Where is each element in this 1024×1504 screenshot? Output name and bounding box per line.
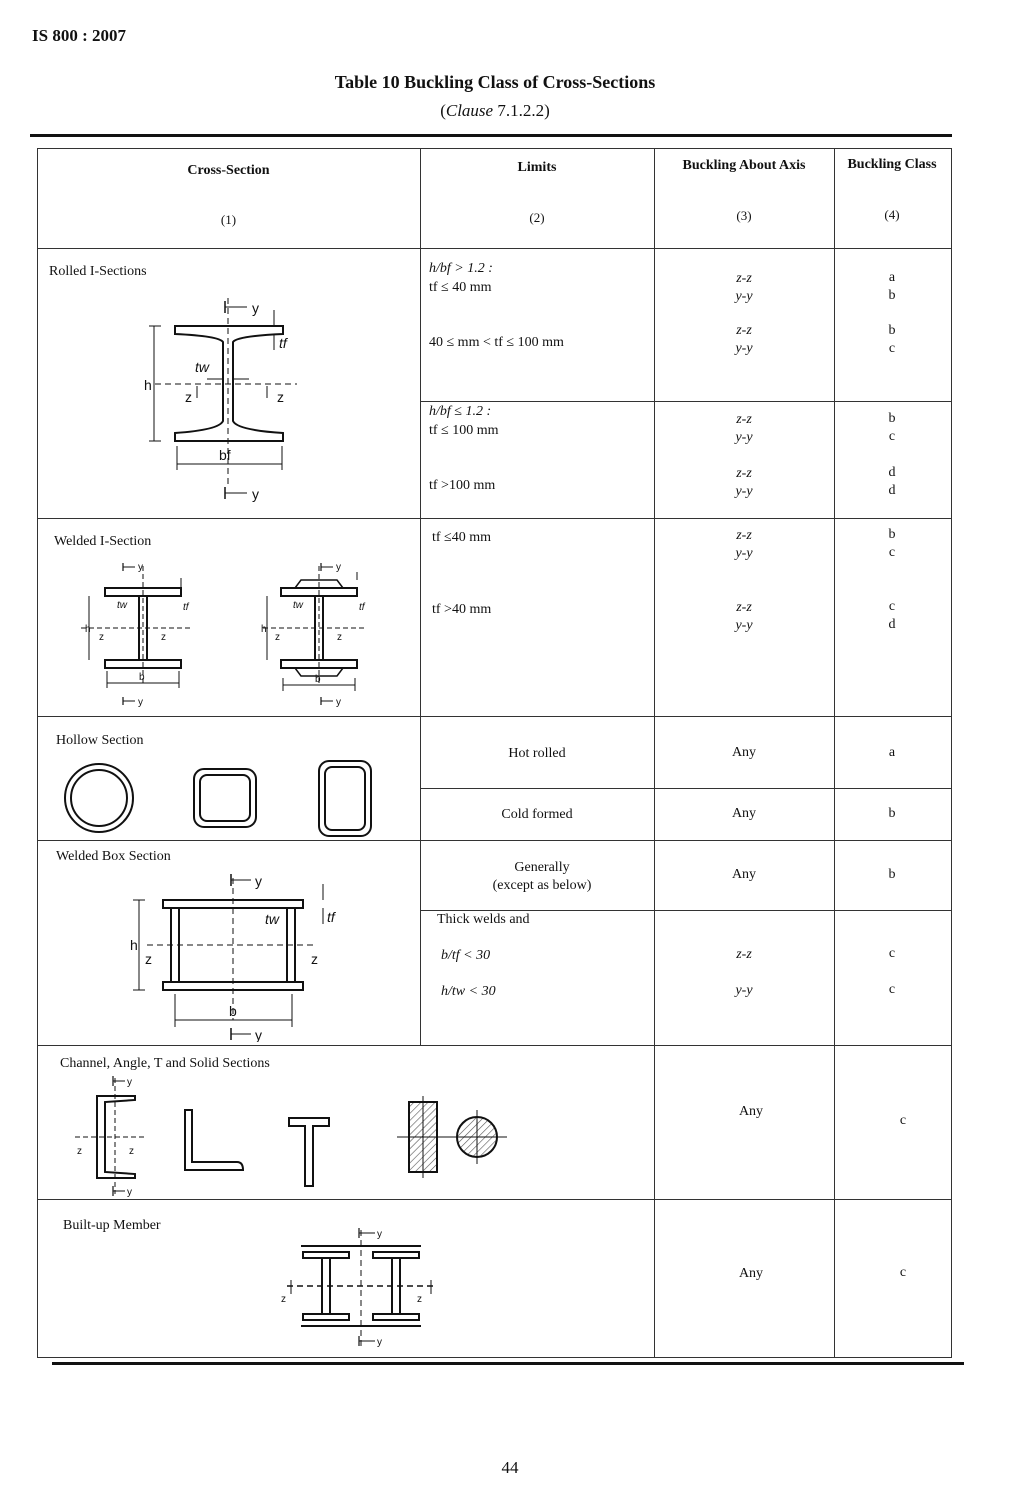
hollow-hot-class: a: [888, 745, 896, 760]
table-border-right: [951, 148, 952, 1358]
label-y: y: [127, 1187, 132, 1198]
welded-section-name: Welded I-Section: [54, 534, 152, 549]
axis-label: y-y: [735, 484, 753, 499]
col-number-3: (3): [736, 208, 752, 223]
class-label: c: [888, 599, 896, 614]
table-border-top: [37, 148, 952, 149]
axis-label: z-z: [736, 947, 752, 962]
class-label: c: [888, 545, 896, 560]
axis-label: z-z: [736, 412, 752, 427]
row-divider-box: [37, 1045, 952, 1046]
box-except: (except as below): [492, 878, 592, 893]
label-tw: tw: [195, 359, 209, 375]
builtup-section-name: Built-up Member: [63, 1218, 161, 1233]
rolled-limit-ratio-le: h/bf ≤ 1.2 :: [429, 404, 492, 419]
axis-label: y-y: [735, 546, 753, 561]
axis-label: z-z: [736, 600, 752, 615]
label-y: y: [252, 300, 259, 316]
row-divider-header: [37, 248, 952, 249]
label-y: y: [255, 873, 262, 889]
label-y: y: [377, 1337, 382, 1348]
welded-limit-tf-40: tf ≤40 mm: [432, 530, 492, 545]
class-label: c: [888, 341, 896, 356]
label-tw: tw: [293, 600, 303, 611]
box-generally: Generally: [514, 860, 570, 875]
clause-number: 7.1.2.2: [497, 101, 545, 120]
box-general-class: b: [888, 867, 896, 882]
label-z: z: [129, 1146, 134, 1157]
label-tf: tf: [327, 909, 335, 925]
table-border-bottom: [37, 1357, 952, 1358]
rolled-i-section-diagram: [137, 288, 337, 503]
label-b: b: [139, 672, 145, 683]
label-z: z: [277, 389, 284, 405]
label-y: y: [252, 486, 259, 502]
built-up-member-diagram: [277, 1224, 447, 1354]
col-number-1: (1): [220, 212, 237, 227]
label-tw: tw: [117, 600, 127, 611]
label-h: h: [85, 624, 91, 635]
welded-limit-tf-gt-40: tf >40 mm: [432, 602, 492, 617]
label-y: y: [138, 697, 143, 708]
label-z: z: [275, 632, 280, 643]
box-limit-h-tw: h/tw < 30: [441, 984, 496, 999]
box-section-name: Welded Box Section: [56, 849, 171, 864]
rolled-limit-tf-gt-100: tf >100 mm: [429, 478, 496, 493]
hollow-cold-class: b: [888, 806, 896, 821]
top-rule: [30, 134, 952, 137]
label-b: b: [229, 1003, 237, 1019]
hollow-cold-formed: Cold formed: [501, 807, 573, 822]
col-header-axis: Buckling About Axis: [682, 158, 806, 173]
channel-angle-t-solid-diagram: [67, 1074, 527, 1199]
rolled-limit-tf-40: tf ≤ 40 mm: [429, 280, 492, 295]
axis-label: z-z: [736, 466, 752, 481]
label-z: z: [417, 1294, 422, 1305]
label-tf: tf: [279, 335, 287, 351]
label-y: y: [336, 697, 341, 708]
label-b: b: [315, 674, 321, 685]
class-label: b: [888, 288, 896, 303]
axis-label: z-z: [736, 323, 752, 338]
axis-label: y-y: [735, 289, 753, 304]
col-number-2: (2): [529, 210, 545, 225]
label-z: z: [145, 951, 152, 967]
label-z: z: [77, 1146, 82, 1157]
class-label: b: [888, 411, 896, 426]
label-y: y: [336, 562, 341, 573]
col-number-4: (4): [884, 207, 900, 222]
rolled-limit-tf-40-100: 40 ≤ mm < tf ≤ 100 mm: [429, 335, 564, 350]
box-limit-b-tf: b/tf < 30: [441, 948, 491, 963]
channel-class: c: [899, 1113, 907, 1128]
label-h: h: [144, 377, 152, 393]
row-divider-channel: [37, 1199, 952, 1200]
page-number: 44: [501, 1458, 519, 1477]
class-label: c: [888, 982, 896, 997]
row-divider-rolled-mid: [420, 401, 952, 402]
label-tw: tw: [265, 911, 279, 927]
class-label: b: [888, 323, 896, 338]
hollow-section-name: Hollow Section: [56, 733, 144, 748]
clause-word: Clause: [445, 101, 494, 120]
label-h: h: [261, 624, 267, 635]
bottom-rule: [52, 1362, 964, 1365]
row-divider-welded: [37, 716, 952, 717]
label-z: z: [99, 632, 104, 643]
builtup-axis: Any: [738, 1266, 764, 1281]
welded-box-section-diagram: [127, 870, 367, 1042]
col-header-limits: Limits: [517, 160, 557, 175]
label-y: y: [138, 562, 143, 573]
welded-i-section-diagram: [55, 558, 415, 708]
hollow-cold-axis: Any: [731, 806, 757, 821]
label-z: z: [281, 1294, 286, 1305]
hollow-sections-diagram: [57, 758, 407, 838]
row-divider-hollow-mid: [420, 788, 952, 789]
rolled-limit-ratio-gt: h/bf > 1.2 :: [429, 261, 493, 276]
label-z: z: [311, 951, 318, 967]
table-border-left: [37, 148, 38, 1358]
channel-section-name: Channel, Angle, T and Solid Sections: [60, 1056, 270, 1071]
standard-header: IS 800 : 2007: [32, 26, 126, 45]
axis-label: y-y: [735, 618, 753, 633]
class-label: d: [888, 465, 896, 480]
axis-label: y-y: [735, 341, 753, 356]
col-header-cross-section: Cross-Section: [187, 163, 270, 178]
box-general-axis: Any: [731, 867, 757, 882]
class-label: d: [888, 483, 896, 498]
label-h: h: [130, 937, 138, 953]
label-tf: tf: [359, 602, 365, 613]
rolled-limit-tf-100: tf ≤ 100 mm: [429, 423, 499, 438]
builtup-class: c: [899, 1265, 907, 1280]
clause-reference: (Clause 7.1.2.2): [440, 101, 550, 120]
table-title: Table 10 Buckling Class of Cross-Sections: [334, 72, 656, 92]
class-label: c: [888, 946, 896, 961]
axis-label: y-y: [735, 430, 753, 445]
box-thick-welds: Thick welds and: [437, 912, 530, 927]
axis-label: z-z: [736, 528, 752, 543]
class-label: b: [888, 527, 896, 542]
rolled-section-name: Rolled I-Sections: [49, 264, 147, 279]
class-label: d: [888, 617, 896, 632]
label-y: y: [127, 1077, 132, 1088]
label-bf: bf: [219, 447, 231, 463]
col-divider-3: [834, 148, 835, 1358]
class-label: a: [888, 270, 896, 285]
axis-label: y-y: [735, 983, 753, 998]
row-divider-hollow: [37, 840, 952, 841]
label-tf: tf: [183, 602, 189, 613]
row-divider-rolled: [37, 518, 952, 519]
hollow-hot-axis: Any: [731, 745, 757, 760]
channel-axis: Any: [738, 1104, 764, 1119]
label-z: z: [185, 389, 192, 405]
buckling-class-table: [37, 148, 952, 1358]
label-y: y: [255, 1027, 262, 1042]
label-y: y: [377, 1229, 382, 1240]
hollow-hot-rolled: Hot rolled: [508, 746, 566, 761]
label-z: z: [337, 632, 342, 643]
col-header-class: Buckling Class: [847, 157, 937, 172]
label-z: z: [161, 632, 166, 643]
axis-label: z-z: [736, 271, 752, 286]
class-label: c: [888, 429, 896, 444]
